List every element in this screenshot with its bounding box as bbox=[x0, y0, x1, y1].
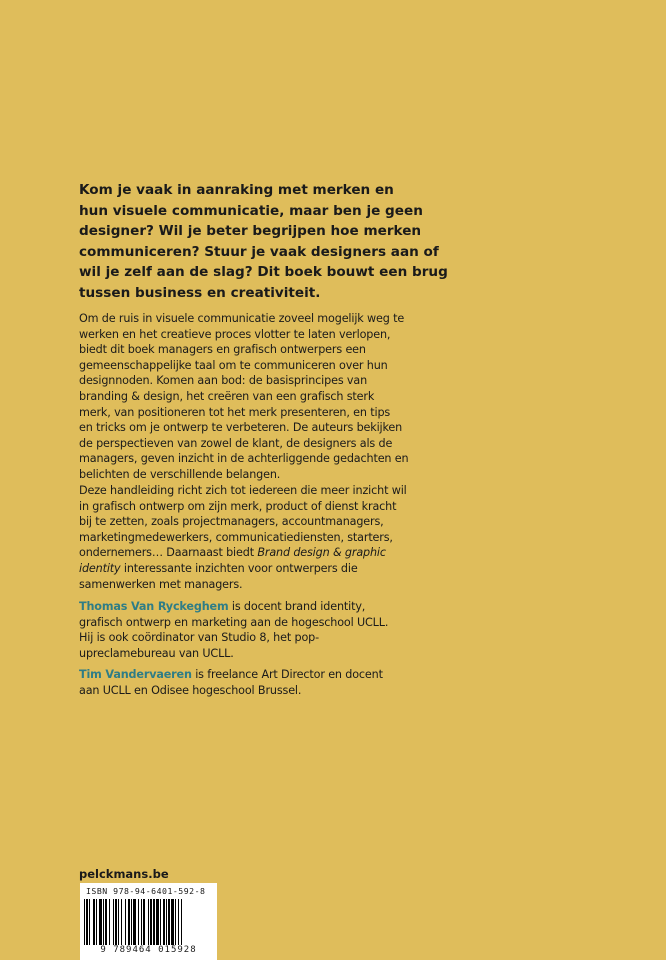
text-fragment: is freelance Art Director en docent bbox=[191, 668, 383, 681]
isbn-barcode bbox=[80, 883, 217, 960]
text-line: Deze handleiding richt zich tot iedereen die meer inzicht wil bbox=[79, 484, 407, 497]
publisher-website: pelckmans.be bbox=[79, 867, 169, 881]
intro-line: Kom je vaak in aanraking met merken en bbox=[79, 182, 394, 198]
text-line: aan UCLL en Odisee hogeschool Brussel. bbox=[79, 683, 302, 697]
text-line: bij te zetten, zoals projectmanagers, accountmanagers, bbox=[79, 515, 384, 529]
intro-line: tussen business en creativiteit. bbox=[79, 284, 321, 301]
barcode-bar bbox=[109, 899, 110, 945]
description-paragraph bbox=[79, 311, 409, 483]
text-line: gemeenschappelijke taal om te communiceren over hun bbox=[79, 358, 388, 372]
text-line: Om de ruis in visuele communicatie zoveel mogelijk weg te bbox=[79, 312, 405, 325]
barcode-bar bbox=[131, 899, 132, 945]
barcode-bar bbox=[118, 899, 119, 945]
barcode-bar bbox=[105, 899, 107, 945]
text-line: marketingmedewerkers, communicatiediensten, starters, bbox=[79, 530, 393, 544]
isbn-label: ISBN 978-94-6401-592-8 bbox=[86, 886, 206, 896]
text-fragment: is docent brand identity, bbox=[228, 600, 366, 613]
barcode-bar bbox=[143, 899, 145, 945]
text-line: de perspectieven van zowel de klant, de designers als de bbox=[79, 436, 393, 450]
text-line bbox=[79, 667, 409, 683]
barcode-bar bbox=[138, 899, 139, 945]
intro-line: wil je zelf aan de slag? Dit boek bouwt een brug bbox=[79, 264, 448, 280]
barcode-bar bbox=[160, 899, 161, 945]
text-line: branding & design, het creëren van een grafisch sterk bbox=[79, 389, 375, 403]
text-line: biedt dit boek managers en grafisch ontwerpers een bbox=[79, 343, 366, 357]
barcode-bar bbox=[99, 899, 102, 945]
intro-line: designer? Wil je beter begrijpen hoe merken bbox=[79, 223, 422, 239]
barcode-bar bbox=[175, 899, 176, 945]
barcode-bar bbox=[178, 899, 179, 945]
barcode-bars bbox=[84, 899, 213, 945]
barcode-bar bbox=[121, 899, 122, 945]
barcode-bar bbox=[150, 899, 152, 945]
barcode-bar bbox=[89, 899, 90, 945]
intro-line: hun visuele communicatie, maar ben je geen bbox=[79, 202, 423, 219]
author-name: Tim Vandervaeren bbox=[79, 668, 192, 681]
book-title: Brand design & graphic bbox=[257, 546, 386, 560]
book-title: identity bbox=[79, 561, 121, 575]
barcode-bar bbox=[103, 899, 104, 945]
text-line bbox=[79, 545, 409, 561]
barcode-bar bbox=[84, 899, 85, 945]
barcode-bar bbox=[93, 899, 95, 945]
barcode-bar bbox=[133, 899, 136, 945]
text-line: managers, geven inzicht in de achterliggende gedachten en bbox=[79, 452, 409, 466]
text-line: samenwerken met managers. bbox=[79, 577, 243, 591]
barcode-bar bbox=[113, 899, 114, 945]
intro-line: communiceren? Stuur je vaak designers aan of bbox=[79, 243, 439, 260]
barcode-bar bbox=[181, 899, 182, 945]
barcode-bar bbox=[96, 899, 97, 945]
text-line bbox=[79, 599, 409, 615]
text-line: designnoden. Komen aan bod: de basisprincipes van bbox=[79, 374, 368, 388]
author-bio-2 bbox=[79, 667, 409, 698]
text-line: merk, van positioneren tot het merk presenteren, en tips bbox=[79, 405, 391, 419]
barcode-bar bbox=[171, 899, 174, 945]
text-line: werken en het creatieve proces vlotter te laten verlopen, bbox=[79, 327, 391, 341]
audience-paragraph bbox=[79, 483, 409, 592]
barcode-bar bbox=[163, 899, 165, 945]
barcode-digits: 9 789464 015928 bbox=[100, 945, 197, 955]
author-bio-1 bbox=[79, 599, 409, 661]
text-line: in grafisch ontwerp om zijn merk, product of dienst kracht bbox=[79, 499, 397, 513]
barcode-bar bbox=[86, 899, 88, 945]
text-line: Hij is ook coördinator van Studio 8, het pop- bbox=[79, 631, 319, 645]
barcode-bar bbox=[168, 899, 170, 945]
barcode-bar bbox=[128, 899, 130, 945]
intro-paragraph bbox=[79, 180, 448, 303]
barcode-bar bbox=[115, 899, 117, 945]
text-line: belichten de verschillende belangen. bbox=[79, 467, 281, 481]
barcode-bar bbox=[148, 899, 149, 945]
barcode-bar bbox=[156, 899, 159, 945]
barcode-bar bbox=[166, 899, 167, 945]
text-line bbox=[79, 561, 409, 577]
text-fragment: interessante inzichten voor ontwerpers die bbox=[120, 561, 358, 575]
barcode-bar bbox=[153, 899, 155, 945]
barcode-bar bbox=[125, 899, 126, 945]
text-fragment: ondernemers… Daarnaast biedt bbox=[79, 546, 258, 560]
text-line: grafisch ontwerp en marketing aan de hogeschool UCLL. bbox=[79, 615, 389, 629]
barcode-bar bbox=[141, 899, 142, 945]
text-line: upreclamebureau van UCLL. bbox=[79, 646, 234, 660]
author-name: Thomas Van Ryckeghem bbox=[79, 600, 229, 613]
text-line: en tricks om je ontwerp te verbeteren. De auteurs bekijken bbox=[79, 421, 403, 435]
